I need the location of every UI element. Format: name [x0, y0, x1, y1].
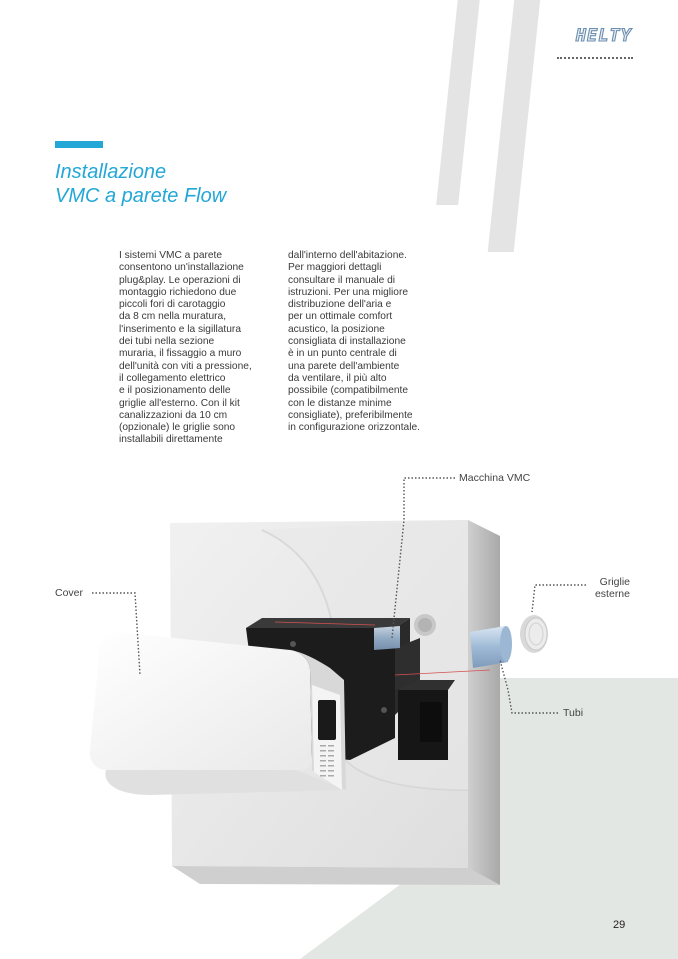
helty-logo: HELTY [575, 26, 632, 46]
body-text-column-2: dall'interno dell'abitazione. Per maggiori dettagli consultare il manuale di istruzioni. Per una migliore distribuzione dell'aria e per un ottimale comfort acustico, la posizione consigliata di installazione è in un punto centrale di una parete dell'ambiente da ventilare, il più alto possibile (compatibilmente con le distanze minime consigliate), preferibilmente in configurazione orizzontale. [288, 250, 420, 434]
leader-line-grilles [532, 585, 586, 612]
title-line-1: Installazione [55, 161, 167, 183]
external-grille [520, 615, 548, 653]
leader-line-pipes [500, 660, 558, 713]
body-text-column-1: I sistemi VMC a parete consentono un'installazione plug&play. Le operazioni di montaggio richiedono due piccoli fori di carotaggio da 8 cm nella muratura, l'inserimento e la sigillatura dei tubi nella sezione muraria, il fissaggio a muro dell'unità con viti a pressione, il collegamento elettrico e il posizionamento delle griglie all'esterno. Con il kit canalizzazioni da 10 cm (opzionale) le griglie sono installabili direttamente [119, 250, 252, 446]
title-line-2: VMC a parete Flow [55, 185, 227, 207]
control-panel [318, 700, 336, 740]
label-pipes: Tubi [563, 707, 584, 719]
label-vmc-machine: Macchina VMC [459, 472, 531, 484]
label-external-grilles: Griglie esterne [594, 576, 630, 600]
label-cover: Cover [55, 587, 84, 599]
page-number: 29 [613, 919, 626, 931]
